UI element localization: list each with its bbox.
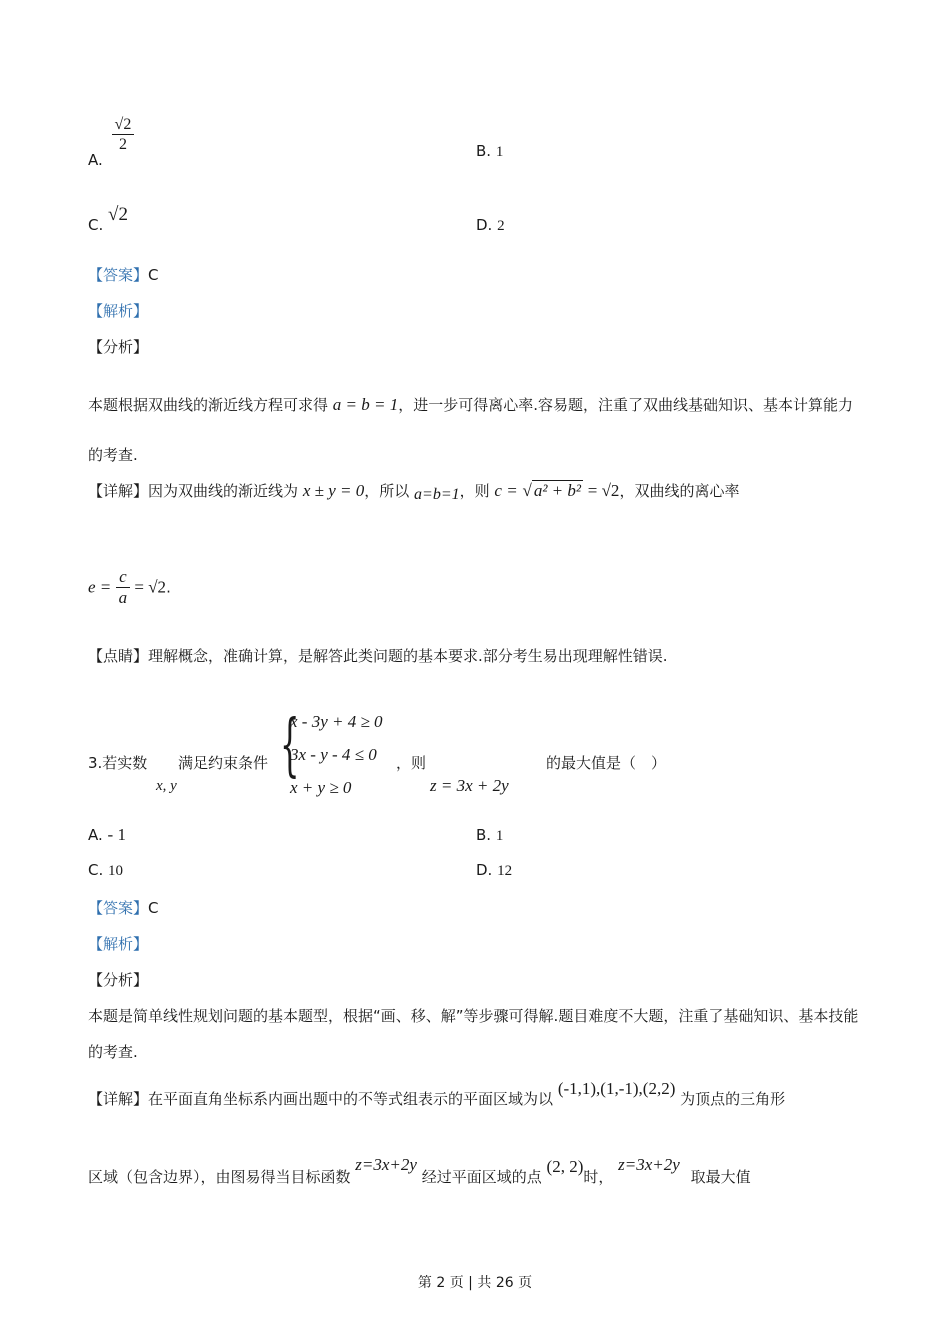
q2-dianjing [88,645,668,666]
detail-tag: 【详解】 [88,1090,149,1108]
option-value: 2 [497,218,505,234]
option-label: B. [476,142,492,160]
objective-function: z=3x+2y [618,1155,680,1174]
e-numerator: c [116,568,130,588]
option-label: A. [88,151,103,170]
q3-detail-line-1 [88,1079,786,1109]
answer-tag: 【答案】 [88,266,149,284]
q2-detail-line [88,480,739,501]
q2-jiexi-heading: 【解析】 [88,302,149,320]
detail-text: 在平面直角坐标系内画出题中的不等式组表示的平面区域为以 [148,1090,554,1108]
q3-suffix: 的最大值是（ ） [546,754,667,772]
detail-text: 因为双曲线的渐近线为 [148,482,299,500]
q2-fenxi-heading: 【分析】 [88,338,149,356]
footer-text: 页 | 共 [449,1275,492,1291]
e-lhs: e = [88,577,112,597]
left-brace: { [280,706,300,785]
constraint-lines [290,712,383,798]
q3-then: ，则 [396,754,427,772]
q3-option-d [476,861,512,880]
e-end: . [166,578,171,597]
e-denominator: a [118,587,128,607]
q3-jiexi-heading: 【解析】 [88,935,149,953]
q2-option-c [88,204,128,234]
fraction [112,116,135,154]
option-value: 1 [495,144,504,160]
q3-option-a [88,825,126,845]
detail-text: 取最大值 [690,1168,751,1186]
q2-answer [88,264,159,285]
option-value: 1 [495,828,504,844]
q2-option-a [88,116,134,170]
q3-detail-line-2 [88,1155,751,1187]
option-label: D. [476,216,493,234]
option-value: √2 [108,204,128,225]
e-rhs: = √2 [134,577,167,597]
c-equation-sqrt: √ a² + b² [522,481,581,500]
q3-analysis-paragraph: 本题是简单线性规划问题的基本题型，根据“画、移、解”等步骤可得解.题目难度不大题，注重了基础知识、基本技能的考查. [88,1007,859,1061]
detail-text: 经过平面区域的点 [421,1168,542,1186]
constraint-2: 3x - y - 4 ≤ 0 [290,745,377,764]
footer-text: 第 [417,1275,432,1291]
option-value: 12 [497,863,513,879]
detail-text: ，双曲线的离心率 [619,482,740,500]
total-pages: 26 [495,1275,514,1291]
detail-tag: 【详解】 [88,482,149,500]
q3-mid: 满足约束条件 [178,754,269,772]
asymptote-equation: x ± y = 0 [302,481,365,500]
detail-text: ，则 [459,482,490,500]
q3-option-b [476,826,503,845]
option-value: - 1 [107,825,126,844]
option-value: 10 [108,863,124,879]
detail-text: ，所以 [364,482,410,500]
q3-vars: x, y [156,778,177,794]
footer-text: 页 [518,1275,533,1291]
analysis-equation: a = b = 1 [332,395,399,414]
c-equation-rhs: = √2 [587,481,620,500]
dianjing-tag: 【点睛】 [88,647,149,665]
q3-fenxi-heading: 【分析】 [88,971,149,989]
q3-answer [88,897,159,918]
answer-value: C [148,266,159,284]
answer-value: C [148,899,159,917]
constraint-3: x + y ≥ 0 [290,778,352,797]
detail-text: 区域（包含边界），由图易得当目标函数 [88,1168,351,1186]
answer-tag: 【答案】 [88,899,149,917]
q2-option-d [476,216,505,235]
page-footer [0,1272,950,1292]
analysis-text: ，进一步可得离心率.容易题，注重了双曲线基础知识、基本计算能力的考查. [88,396,854,464]
q3-option-c [88,861,123,880]
constraint-1: x - 3y + 4 ≥ 0 [290,712,383,731]
c-equation-lhs: c = [494,481,518,500]
option-label: D. [476,861,493,879]
option-label: B. [476,826,492,844]
q2-analysis-paragraph [88,380,863,480]
option-label: A. [88,826,103,844]
analysis-text: 本题根据双曲线的渐近线方程可求得 [88,396,329,414]
detail-text: 时， [583,1168,614,1186]
option-label: C. [88,216,104,234]
q3-prefix: 3.若实数 [88,754,148,772]
constraint-system [280,706,383,798]
dianjing-text: 理解概念，准确计算，是解答此类问题的基本要求.部分考生易出现理解性错误. [148,647,668,665]
q2-option-b [476,142,503,161]
page-number: 2 [436,1275,446,1291]
c-equation-radicand: a² + b² [533,481,581,500]
detail-text: 为顶点的三角形 [680,1090,786,1108]
option-label: C. [88,861,104,879]
max-point: (2, 2) [546,1157,584,1176]
vertex-points: (-1,1),(1,-1),(2,2) [557,1079,676,1098]
objective-function: z=3x+2y [355,1155,417,1174]
q3-objective: z = 3x + 2y [430,776,509,795]
e-fraction [116,568,130,608]
eccentricity-equation [88,568,171,608]
fraction-numerator: √2 [112,116,135,135]
ab-equation: a=b=1 [414,486,460,503]
fraction-denominator: 2 [118,135,127,153]
